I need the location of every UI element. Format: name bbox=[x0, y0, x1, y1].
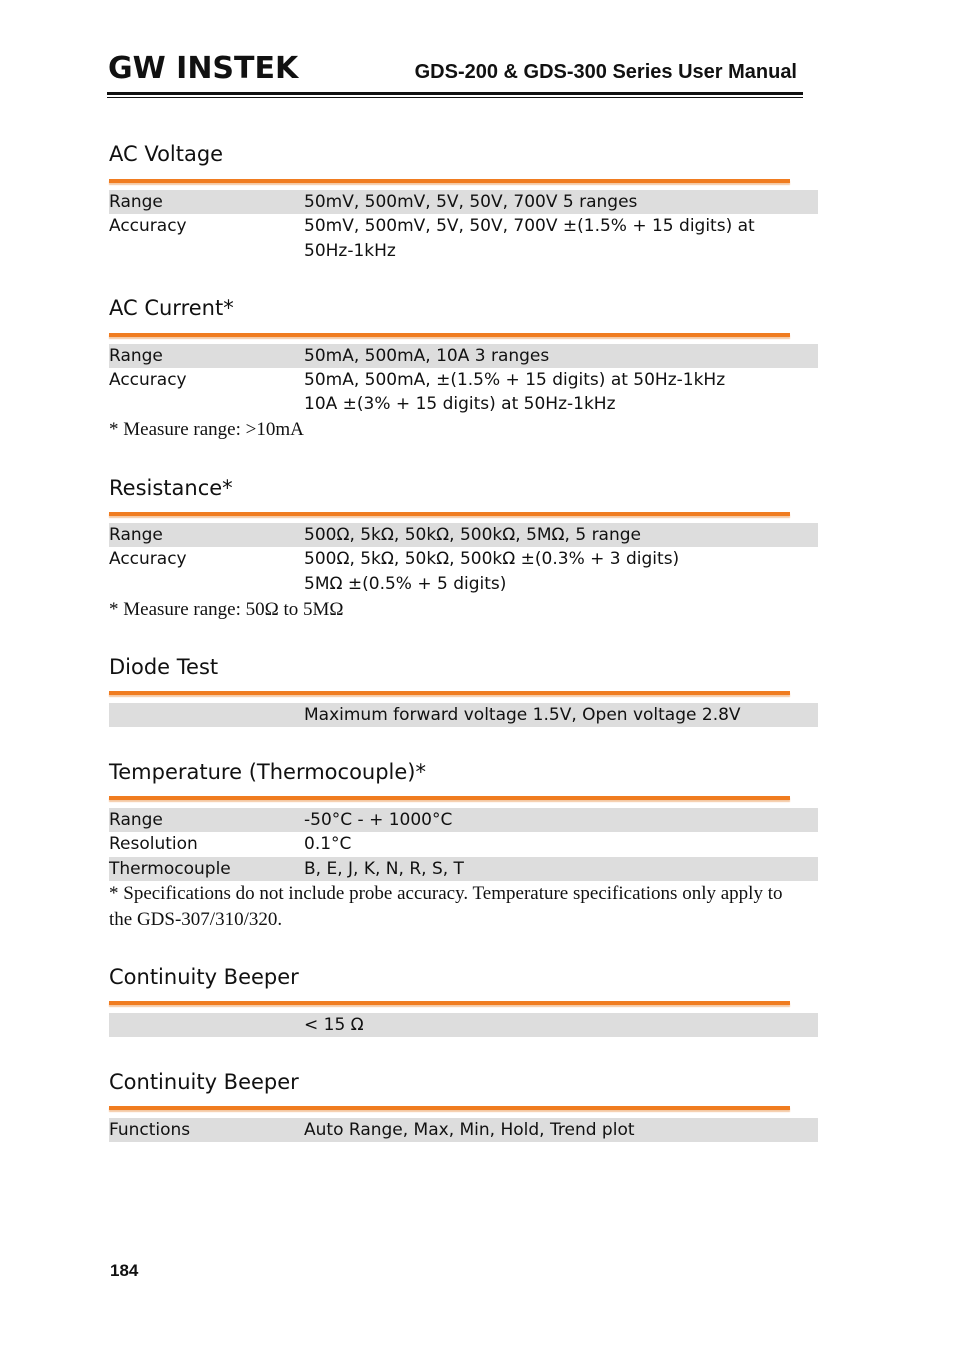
spec-row-range bbox=[109, 190, 818, 214]
spec-row-accuracy-cont bbox=[109, 572, 818, 596]
page-number: 184 bbox=[110, 1261, 139, 1280]
spec-label: Range bbox=[109, 346, 163, 366]
section-title-diode-test: Diode Test bbox=[109, 655, 219, 679]
spec-value: Maximum forward voltage 1.5V, Open voltage 2.8V bbox=[304, 705, 741, 725]
gw-instek-logo: GW INSTEK bbox=[108, 51, 299, 86]
spec-value: 500Ω, 5kΩ, 50kΩ, 500kΩ, 5MΩ, 5 range bbox=[304, 525, 642, 545]
header-rule-thin bbox=[107, 97, 803, 98]
spec-value: -50°C - + 1000°C bbox=[304, 810, 453, 830]
spec-value: 50mV, 500mV, 5V, 50V, 700V ±(1.5% + 15 digits) at 50Hz-1kHz bbox=[304, 216, 755, 261]
spec-label: Accuracy bbox=[109, 549, 187, 569]
section-divider bbox=[109, 179, 790, 183]
spec-row-resolution bbox=[109, 832, 818, 856]
spec-value: 50mV, 500mV, 5V, 50V, 700V 5 ranges bbox=[304, 192, 638, 212]
spec-label: Accuracy bbox=[109, 370, 187, 390]
spec-row-accuracy bbox=[109, 547, 818, 571]
spec-label: Range bbox=[109, 192, 163, 212]
spec-value: < 15 Ω bbox=[304, 1015, 364, 1035]
spec-value: 50mA, 500mA, ±(1.5% + 15 digits) at 50Hz-1kHz bbox=[304, 370, 726, 390]
spec-label: Resolution bbox=[109, 834, 198, 854]
spec-row-accuracy-cont bbox=[109, 392, 818, 416]
spec-row-range bbox=[109, 344, 818, 368]
document-title: GDS-200 & GDS-300 Series User Manual bbox=[414, 61, 797, 83]
section-divider bbox=[109, 333, 790, 337]
section-divider bbox=[109, 796, 790, 800]
spec-value: Auto Range, Max, Min, Hold, Trend plot bbox=[304, 1120, 635, 1140]
header-rule-thick bbox=[107, 92, 803, 95]
section-title-continuity-beeper-2: Continuity Beeper bbox=[109, 1070, 299, 1094]
section-title-resistance: Resistance* bbox=[109, 476, 233, 500]
spec-row-diode bbox=[109, 703, 818, 727]
spec-row-accuracy bbox=[109, 214, 818, 264]
section-divider bbox=[109, 512, 790, 516]
section-title-ac-voltage: AC Voltage bbox=[109, 142, 224, 166]
spec-row-range bbox=[109, 808, 818, 832]
spec-row-accuracy bbox=[109, 368, 818, 392]
spec-value: 50mA, 500mA, 10A 3 ranges bbox=[304, 346, 550, 366]
spec-label: Accuracy bbox=[109, 216, 187, 236]
spec-label: Thermocouple bbox=[109, 859, 231, 879]
footnote: * Measure range: >10mA bbox=[109, 419, 304, 440]
spec-value: B, E, J, K, N, R, S, T bbox=[304, 859, 464, 879]
spec-row-range bbox=[109, 523, 818, 547]
spec-label: Functions bbox=[109, 1120, 191, 1140]
section-title-ac-current: AC Current* bbox=[109, 296, 234, 320]
spec-value: 0.1°C bbox=[304, 834, 352, 854]
section-divider bbox=[109, 1001, 790, 1005]
spec-label: Range bbox=[109, 525, 163, 545]
section-divider bbox=[109, 1106, 790, 1110]
spec-row-functions bbox=[109, 1118, 818, 1142]
spec-row-continuity bbox=[109, 1013, 818, 1037]
spec-row-thermocouple bbox=[109, 857, 818, 881]
spec-value: 5MΩ ±(0.5% + 5 digits) bbox=[304, 574, 507, 594]
spec-value: 500Ω, 5kΩ, 50kΩ, 500kΩ ±(0.3% + 3 digits) bbox=[304, 549, 680, 569]
spec-label: Range bbox=[109, 810, 163, 830]
section-title-continuity-beeper: Continuity Beeper bbox=[109, 965, 299, 989]
section-divider bbox=[109, 691, 790, 695]
footnote: * Specifications do not include probe accuracy. Temperature specifications only apply to the GDS-307/310/320. bbox=[109, 883, 783, 930]
spec-value: 10A ±(3% + 15 digits) at 50Hz-1kHz bbox=[304, 394, 616, 414]
footnote: * Measure range: 50Ω to 5MΩ bbox=[109, 599, 344, 620]
section-title-temperature: Temperature (Thermocouple)* bbox=[109, 760, 426, 784]
